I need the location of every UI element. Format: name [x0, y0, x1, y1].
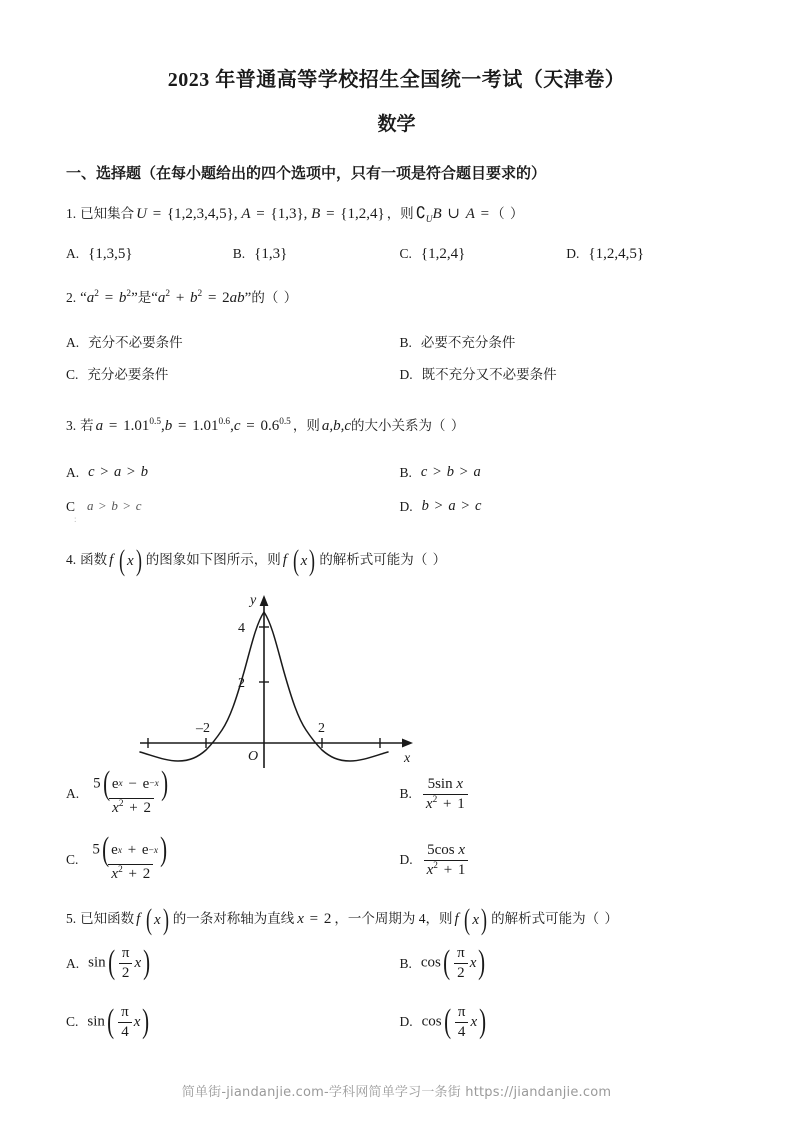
option-2-B-tag: B.: [399, 335, 412, 351]
option-5-B-num: π: [457, 945, 465, 962]
option-1-B-tag: B.: [232, 246, 246, 262]
question-3-options: [66, 455, 733, 523]
option-1-D-text: {1,2,4,5}: [588, 245, 645, 262]
question-3: [0, 391, 793, 524]
option-3-C[interactable]: [66, 489, 400, 523]
option-2-C-tag: C.: [66, 367, 79, 383]
scan-speck: :: [74, 514, 77, 525]
question-5-stem-suffix: 的解析式可能为: [491, 911, 586, 927]
option-5-C-expr: sin ( $\frac{\pi}{4}$ x ): [87, 1003, 150, 1041]
option-4-B[interactable]: [400, 772, 734, 838]
option-5-D[interactable]: [400, 1004, 734, 1041]
option-5-C[interactable]: [66, 1004, 400, 1041]
option-3-A-tag: A.: [66, 464, 80, 480]
option-3-C-tag: C: [66, 498, 76, 514]
option-2-A-text: 充分不必要条件: [88, 335, 183, 351]
option-5-D-var: x: [470, 1013, 478, 1030]
option-4-D-numerator: 5cos x: [427, 842, 465, 859]
option-5-A-expr: sin ( $\frac{\pi}{2}$ x ): [88, 944, 151, 982]
question-2-number: 2.: [66, 289, 77, 305]
question-3-stem-suffix: 的大小关系为: [351, 417, 432, 433]
option-3-A[interactable]: [66, 455, 400, 489]
option-5-B-den: 2: [454, 963, 468, 982]
question-1-options: [66, 246, 733, 263]
origin-label: O: [248, 749, 259, 765]
option-5-B-tag: B.: [399, 955, 412, 971]
x-axis-arrow: [402, 739, 413, 748]
x-axis-label: x: [404, 751, 411, 767]
option-2-B[interactable]: [400, 327, 734, 359]
option-4-C-tag: C.: [66, 852, 79, 868]
option-4-D-denominator: $x^2 + 1$: [424, 860, 469, 879]
option-5-B[interactable]: [400, 945, 734, 1004]
option-4-A-numerator: 5 ( e x − e −x ): [93, 765, 168, 803]
option-1-D-tag: D.: [566, 246, 580, 262]
option-1-B-text: {1,3}: [254, 245, 288, 262]
function-graph-figure: [66, 580, 733, 770]
option-3-D-tag: D.: [399, 498, 413, 514]
question-2-shi: 是: [137, 289, 152, 305]
question-2: [0, 263, 793, 391]
option-5-D-num: π: [457, 1003, 466, 1020]
option-1-A-tag: A.: [66, 246, 80, 262]
option-3-D[interactable]: [400, 489, 734, 523]
option-5-A[interactable]: [66, 945, 400, 1004]
question-5-options: [66, 945, 733, 1040]
option-1-C-text: {1,2,4}: [420, 245, 466, 262]
question-4-stem: [66, 544, 733, 578]
question-4-stem-suffix: 的解析式可能为: [319, 552, 414, 568]
option-2-C-text: 充分必要条件: [87, 367, 169, 383]
option-4-A-denominator: $x^2 + 2$: [109, 798, 154, 817]
question-2-stem-math: “$a^2 = b^2$”: [80, 288, 138, 306]
question-4-stem-math2: f ( x ): [282, 544, 316, 578]
option-1-A[interactable]: [66, 246, 233, 263]
option-1-C-tag: C.: [399, 246, 412, 262]
question-2-de: 的: [251, 289, 265, 305]
option-5-C-var: x: [133, 1013, 141, 1030]
option-1-A-text: {1,3,5}: [88, 245, 133, 262]
question-4-stem-mid: 的图象如下图所示，则: [145, 552, 281, 568]
question-5-stem-mid2: ，一个周期为 4，则: [334, 911, 453, 927]
option-1-B[interactable]: [233, 246, 400, 263]
option-3-A-text: c > a > b: [88, 464, 148, 481]
question-3-stem-math2: a,b,c: [321, 417, 351, 434]
option-5-C-num: π: [121, 1003, 129, 1020]
option-5-C-den: 4: [118, 1022, 132, 1041]
question-4: [0, 523, 793, 882]
option-5-A-var: x: [134, 955, 142, 972]
question-4-options: [66, 765, 733, 882]
option-5-D-expr: cos ( $\frac{\pi}{4}$ x ): [421, 1003, 487, 1041]
option-4-D-tag: D.: [399, 852, 413, 868]
question-3-stem-prefix: 若: [80, 417, 94, 433]
question-2-stem: [66, 287, 733, 310]
question-5-stem-prefix: 已知函数: [80, 911, 135, 927]
option-1-C[interactable]: [400, 246, 567, 263]
question-3-stem-math: $a = 1.01^{0.5},b = 1.01^{0.6},c = 0.6^{0.5}$: [95, 416, 291, 434]
option-4-B-numerator: 5sin x: [427, 776, 463, 793]
option-4-A-tag: A.: [66, 786, 80, 802]
y-tick-label-4: 4: [238, 621, 245, 637]
option-2-D-text: 既不充分又不必要条件: [421, 367, 557, 383]
question-2-options: [66, 327, 733, 390]
option-3-B-text: c > b > a: [420, 464, 481, 481]
question-1-stem: [66, 202, 733, 226]
option-3-D-text: b > a > c: [421, 498, 482, 515]
question-5: [0, 882, 793, 1040]
question-4-number: 4.: [66, 552, 77, 568]
option-2-D[interactable]: [400, 359, 734, 391]
question-3-number: 3.: [66, 417, 77, 433]
option-5-D-fn: cos: [421, 1013, 442, 1030]
option-5-D-den: 4: [455, 1022, 469, 1041]
option-5-B-expr: cos ( $\frac{\pi}{2}$ x ): [420, 944, 486, 982]
option-4-A-fraction: [90, 765, 173, 816]
option-5-B-var: x: [469, 955, 477, 972]
question-5-stem-math: f ( x ): [136, 903, 169, 937]
option-4-B-tag: B.: [399, 786, 412, 802]
option-3-B[interactable]: [400, 455, 734, 489]
footer-watermark: 简单街-jiandanjie.com-学科网简单学习一条街 https://jiandanjie.com: [181, 1085, 612, 1100]
option-3-C-text: a > b > c: [87, 498, 142, 514]
y-axis-arrow: [260, 595, 269, 606]
option-5-D-tag: D.: [399, 1014, 413, 1030]
page-title: 2023 年普通高等学校招生全国统一考试（天津卷）: [167, 69, 626, 91]
option-4-C[interactable]: [66, 831, 400, 882]
question-1-stem-prefix: 已知集合: [80, 206, 135, 222]
option-4-B-fraction: [423, 776, 468, 813]
option-3-B-tag: B.: [399, 464, 412, 480]
option-4-C-fraction: [89, 831, 172, 882]
y-tick-label-2: 2: [238, 676, 245, 692]
question-1-stem-math: U = {1,2,3,4,5}, A = {1,3}, B = {1,2,4}: [136, 206, 385, 223]
question-2-stem-math2: “$a^2 + b^2 = 2ab$”: [151, 288, 252, 306]
question-1-number: 1.: [66, 206, 77, 222]
question-5-stem-math3: f ( x ): [454, 903, 488, 937]
question-2-blank: （ ）: [264, 289, 299, 305]
option-5-A-num: π: [121, 945, 130, 962]
x-tick-label--2: –2: [196, 721, 210, 737]
question-1: [0, 184, 793, 263]
option-4-D-fraction: [424, 842, 469, 879]
question-1-blank: （ ）: [491, 206, 525, 222]
option-2-D-tag: D.: [399, 367, 413, 383]
option-2-A-tag: A.: [66, 335, 80, 351]
question-5-stem-mid: 的一条对称轴为直线: [172, 911, 295, 927]
question-1-stem-math2: $∁_UB$ ∪ A =: [415, 205, 490, 226]
function-graph-svg: [132, 580, 422, 770]
option-5-A-fn: sin: [88, 955, 106, 972]
option-5-A-den: 2: [119, 963, 133, 982]
question-4-stem-math: f ( x ): [109, 544, 142, 578]
option-5-C-tag: C.: [66, 1014, 79, 1030]
option-2-C[interactable]: [66, 359, 400, 391]
page-subtitle: 数学: [377, 114, 416, 135]
section-title: 一、选择题（在每小题给出的四个选项中，只有一项是符合题目要求的）: [66, 165, 547, 182]
option-5-B-fn: cos: [420, 955, 441, 972]
question-3-stem: [66, 415, 733, 438]
question-4-blank: （ ）: [413, 552, 448, 568]
option-4-A[interactable]: [66, 765, 400, 838]
option-5-C-fn: sin: [87, 1013, 105, 1030]
option-1-D[interactable]: [566, 246, 733, 263]
option-5-A-tag: A.: [66, 955, 80, 971]
option-4-B-denominator: $x^2 + 1$: [423, 794, 468, 813]
x-tick-label-2: 2: [318, 721, 325, 737]
option-4-C-numerator: 5 ( e x + e −x ): [92, 831, 168, 869]
question-5-blank: （ ）: [585, 911, 619, 927]
option-4-D[interactable]: [400, 838, 734, 882]
question-4-stem-prefix: 函数: [80, 552, 108, 568]
question-1-stem-mid: ，则: [386, 206, 414, 222]
option-2-B-text: 必要不充分条件: [420, 335, 516, 351]
question-5-number: 5.: [66, 911, 77, 927]
question-3-stem-mid: ，则: [292, 417, 320, 433]
question-3-blank: （ ）: [432, 417, 466, 433]
question-5-stem: [66, 903, 733, 937]
option-4-C-denominator: $x^2 + 2$: [108, 864, 153, 883]
option-2-A[interactable]: [66, 327, 400, 359]
question-5-stem-math2: x = 2: [297, 911, 332, 928]
y-axis-label: y: [250, 593, 257, 609]
